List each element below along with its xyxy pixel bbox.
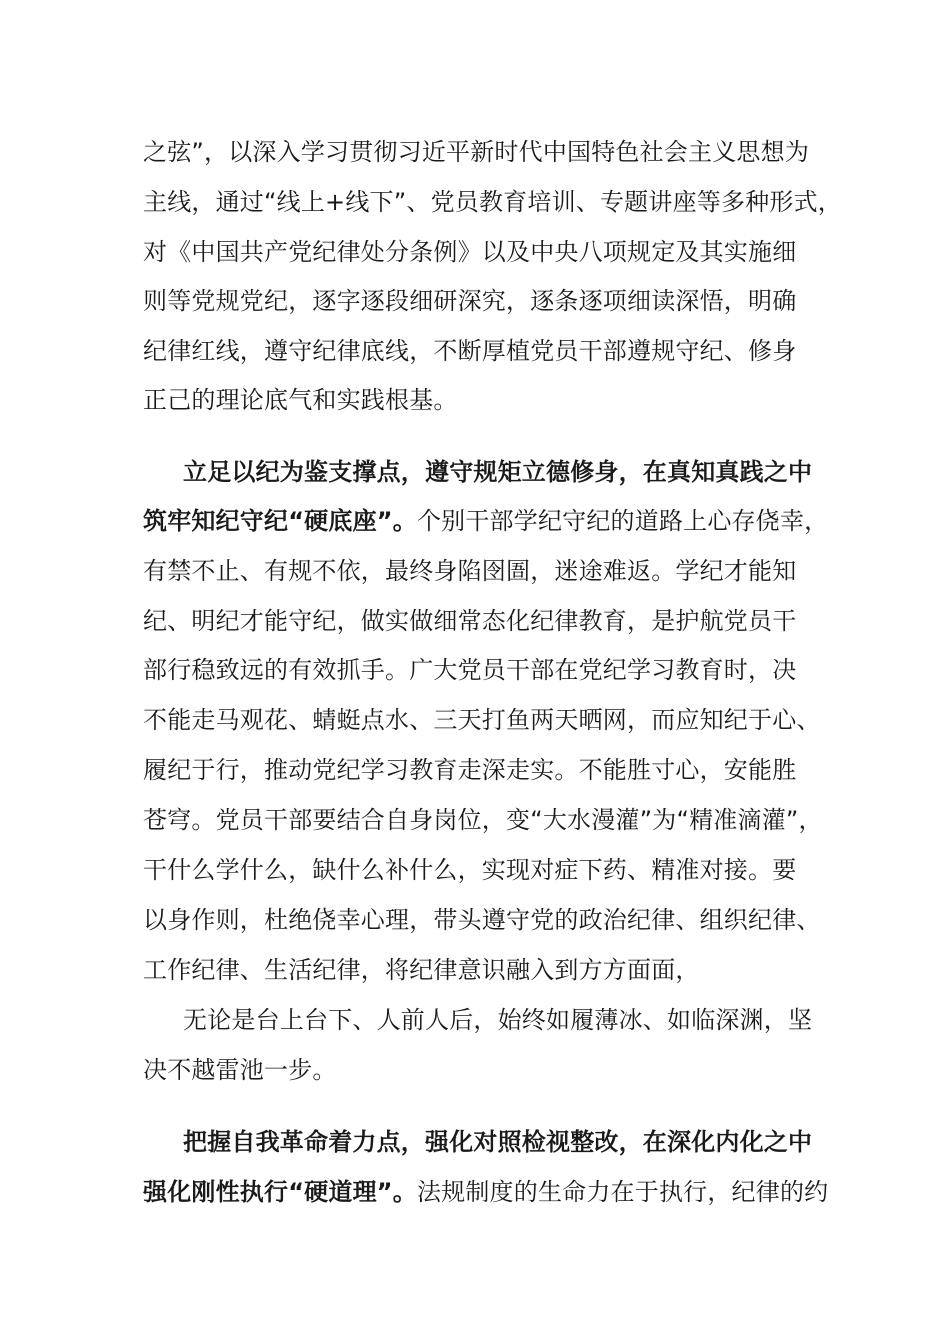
text-line [183, 1127, 812, 1157]
body-text: 不能走马观花、蜻蜓点水、三天打鱼两天晒网，而应知纪于心、 [143, 706, 821, 734]
body-text: 纪、明纪才能守纪，做实做细常态化纪律教育，是护航党员干 [143, 607, 797, 635]
body-text: 主线，通过“线上+线下”、党员教育培训、专题讲座等多种形式， [143, 188, 842, 216]
text-line [143, 385, 458, 415]
body-text: 履纪于行，推动党纪学习教育走深走实。不能胜寸心，安能胜 [143, 756, 797, 784]
bold-heading-text: 强化刚性执行“硬道理”。 [143, 1178, 417, 1206]
body-text: 部行稳致远的有效抓手。广大党员干部在党纪学习教育时，决 [143, 656, 797, 684]
text-line [143, 1177, 828, 1207]
text-line [143, 336, 796, 366]
text-line [143, 506, 828, 536]
text-line [143, 755, 796, 785]
body-text: 以身作则，杜绝侥幸心理，带头遵守党的政治纪律、组织纪律、 [143, 906, 821, 934]
body-text: 个别干部学纪守纪的道路上心存侥幸， [416, 507, 829, 535]
text-line [143, 805, 823, 835]
text-line [143, 187, 842, 217]
body-text: 则等党规党纪，逐字逐段细研深究，逐条逐项细读深悟，明确 [143, 287, 797, 315]
body-text: 无论是台上台下、人前人后，始终如履薄冰、如临深渊，坚 [183, 1006, 813, 1034]
bold-heading-text: 立足以纪为鉴支撑点，遵守规矩立德修身，在真知真践之中 [183, 458, 813, 486]
body-text: 之弦”，以深入学习贯彻习近平新时代中国特色社会主义思想为 [143, 138, 810, 166]
text-line [183, 457, 812, 487]
bold-heading-text: 筑牢知纪守纪“硬底座”。 [143, 507, 417, 535]
body-text: 工作纪律、生活纪律，将纪律意识融入到方方面面， [143, 956, 700, 984]
text-line [143, 1055, 337, 1085]
body-text: 对《中国共产党纪律处分条例》以及中央八项规定及其实施细 [143, 238, 797, 266]
body-text: 干什么学什么，缺什么补什么，实现对症下药、精准对接。要 [143, 856, 797, 884]
text-line [143, 237, 796, 267]
text-line [143, 855, 796, 885]
text-line [143, 286, 796, 316]
body-text: 苍穹。党员干部要结合自身岗位，变“大水漫灌”为“精准滴灌”， [143, 806, 823, 834]
text-line [143, 606, 796, 636]
text-line [143, 137, 809, 167]
body-text: 有禁不止、有规不依，最终身陷囹圄，迷途难返。学纪才能知 [143, 557, 797, 585]
text-line [183, 1005, 812, 1035]
text-line [143, 955, 700, 985]
text-line [143, 905, 821, 935]
text-line [143, 556, 796, 586]
body-text: 法规制度的生命力在于执行，纪律的约 [416, 1178, 829, 1206]
bold-heading-text: 把握自我革命着力点，强化对照检视整改，在深化内化之中 [183, 1128, 813, 1156]
text-line [143, 655, 796, 685]
body-text: 纪律红线，遵守纪律底线，不断厚植党员干部遵规守纪、修身 [143, 337, 797, 365]
body-text: 决不越雷池一步。 [143, 1056, 337, 1084]
text-line [143, 705, 821, 735]
body-text: 正己的理论底气和实践根基。 [143, 386, 458, 414]
